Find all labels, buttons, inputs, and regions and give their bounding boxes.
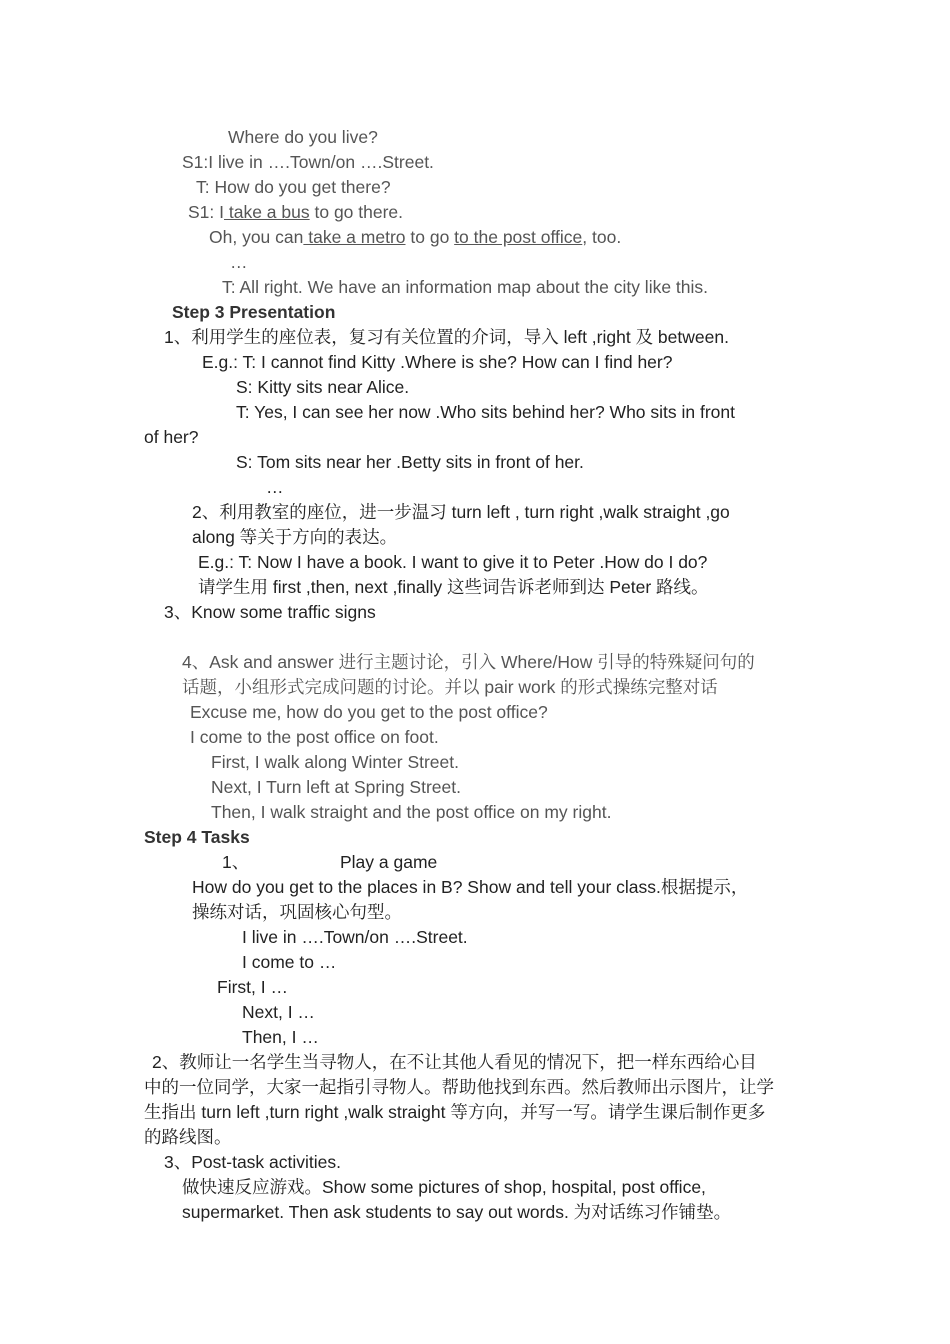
- step4-line: How do you get to the places in B? Show and tell your class.根据提示，: [192, 877, 749, 897]
- step3-line: E.g.: T: Now I have a book. I want to give it to Peter .How do I do?: [198, 552, 708, 572]
- step4-item-title: Play a game: [340, 852, 438, 872]
- step4-line: 中的一位同学，大家一起指引寻物人。帮助他找到东西。然后教师出示图片，让学: [144, 1077, 774, 1097]
- dialogue-line: Where do you live?: [228, 127, 378, 147]
- step3-line: Excuse me, how do you get to the post office?: [190, 702, 548, 722]
- dialogue-line: T: How do you get there?: [196, 177, 391, 197]
- dialogue-line: Oh, you can take a metro to go to the post office, too.: [209, 227, 622, 247]
- step3-line: S: Tom sits near her .Betty sits in front of her.: [236, 452, 584, 472]
- step3-line: along 等关于方向的表达。: [192, 527, 398, 547]
- step4-line: 生指出 turn left ,turn right ,walk straight 等方向，并写一写。请学生课后制作更多: [144, 1102, 766, 1122]
- dialogue-line: S1:I live in ….Town/on ….Street.: [182, 152, 434, 172]
- step4-line: First, I …: [217, 977, 288, 997]
- dialogue-line: S1: I take a bus to go there.: [188, 202, 404, 222]
- step4-line: 做快速反应游戏。Show some pictures of shop, hospital, post office,: [182, 1177, 706, 1197]
- step3-line: I come to the post office on foot.: [190, 727, 439, 747]
- dialogue-line: T: All right. We have an information map about the city like this.: [222, 277, 709, 297]
- step3-item: 4、Ask and answer 进行主题讨论，引入 Where/How 引导的特殊疑问句的: [182, 652, 755, 672]
- step3-line: 请学生用 first ,then, next ,finally 这些词告诉老师到达 Peter 路线。: [198, 577, 709, 597]
- dialogue-line: …: [230, 252, 248, 272]
- step3-item: 3、Know some traffic signs: [164, 602, 376, 622]
- step4-line: supermarket. Then ask students to say out words. 为对话练习作铺垫。: [182, 1202, 732, 1222]
- step4-item-number: 1、: [222, 852, 250, 872]
- step4-line: Then, I …: [242, 1027, 319, 1047]
- step3-item: 2、利用教室的座位，进一步温习 turn left , turn right ,walk straight ,go: [192, 502, 730, 522]
- step3-line: 话题，小组形式完成问题的讨论。并以 pair work 的形式操练完整对话: [182, 677, 718, 697]
- step3-line: T: Yes, I can see her now .Who sits behind her? Who sits in front: [236, 402, 736, 422]
- step3-line: S: Kitty sits near Alice.: [236, 377, 410, 397]
- step3-line: First, I walk along Winter Street.: [211, 752, 459, 772]
- step3-line: Next, I Turn left at Spring Street.: [211, 777, 461, 797]
- step4-item: 3、Post-task activities.: [164, 1152, 341, 1172]
- step3-line: Then, I walk straight and the post office on my right.: [211, 802, 612, 822]
- step4-line: Next, I …: [242, 1002, 315, 1022]
- step3-line: of her?: [144, 427, 199, 447]
- step4-line: 的路线图。: [144, 1127, 232, 1147]
- step4-line: I come to …: [242, 952, 337, 972]
- step3-item: 1、利用学生的座位表，复习有关位置的介词，导入 left ,right 及 between.: [164, 327, 729, 347]
- step4-line: I live in ….Town/on ….Street.: [242, 927, 468, 947]
- step4-heading: Step 4 Tasks: [144, 827, 250, 847]
- step3-line: …: [266, 477, 284, 497]
- step3-line: E.g.: T: I cannot find Kitty .Where is she? How can I find her?: [202, 352, 673, 372]
- step3-heading: Step 3 Presentation: [172, 302, 336, 322]
- step4-item: 2、教师让一名学生当寻物人，在不让其他人看见的情况下，把一样东西给心目: [152, 1052, 757, 1072]
- step4-line: 操练对话，巩固核心句型。: [192, 902, 402, 922]
